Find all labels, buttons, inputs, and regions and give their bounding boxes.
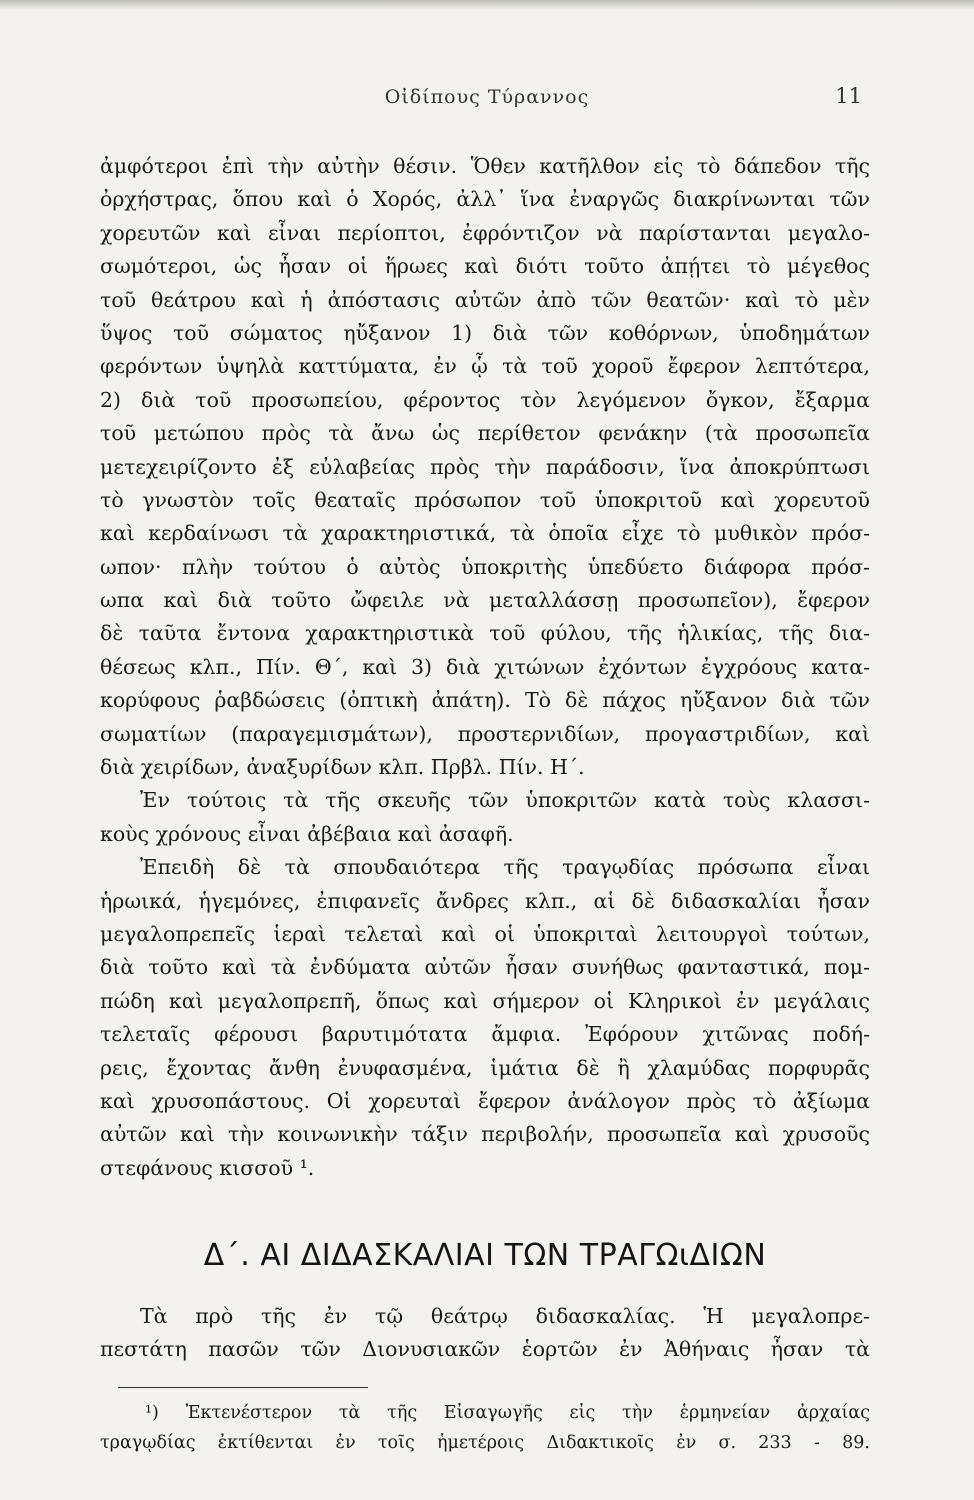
text-line: κορύφους ῥαβδώσεις (ὀπτικὴ ἀπάτη). Τὸ δὲ πάχος ηὔξανον διὰ τῶν — [100, 688, 870, 713]
text-line: πώδη καὶ μεγαλοπρεπῆ, ὅπως καὶ σήμερον οἱ Κληρικοὶ ἐν μεγάλαις — [100, 988, 870, 1013]
text-line: διὰ χειρίδων, ἀναξυρίδων κλπ. Πρβλ. Πίν. Η´. — [100, 755, 585, 780]
footnote-line: τραγῳδίας ἐκτίθενται ἐν τοῖς ἡμετέροις Διδακτικοῖς ἐν σ. 233 - 89. — [100, 1433, 870, 1453]
body-text — [100, 150, 870, 1185]
footnotes — [100, 1398, 870, 1458]
text-line: δὲ ταῦτα ἔντονα χαρακτηριστικὰ τοῦ φύλου, τῆς ἡλικίας, τῆς δια- — [100, 621, 870, 646]
text-line: καὶ κερδαίνωσι τὰ χαρακτηριστικά, τὰ ὁποῖα εἶχε τὸ μυθικὸν πρόσ- — [100, 521, 870, 546]
text-line: Ἐπειδὴ δὲ τὰ σπουδαιότερα τῆς τραγῳδίας πρόσωπα εἶναι — [140, 855, 870, 880]
text-line: αὐτῶν καὶ τὴν κοινωνικὴν τάξιν περιβολήν, προσωπεῖα καὶ χρυσοῦς — [100, 1122, 870, 1147]
text-line: χορευτῶν καὶ εἶναι περίοπτοι, ἐφρόντιζον νὰ παρίστανται μεγαλο- — [100, 220, 870, 245]
text-line: ὀρχήστρας, ὅπου καὶ ὁ Χορός, ἀλλ᾿ ἵνα ἐναργῶς διακρίνωνται τῶν — [100, 187, 870, 212]
text-line: καὶ χρυσοπάστους. Οἱ χορευταὶ ἔφερον ἀνάλογον πρὸς τὸ ἀξίωμα — [100, 1088, 870, 1113]
text-line: πεστάτη πασῶν τῶν Διονυσιακῶν ἑορτῶν ἐν Ἀθήναις ἦσαν τὰ — [100, 1337, 870, 1362]
text-line: 2) διὰ τοῦ προσωπείου, φέροντος τὸν λεγόμενον ὄγκον, ἔξαρμα — [100, 387, 870, 412]
text-line: διὰ τοῦτο καὶ τὰ ἐνδύματα αὐτῶν ἦσαν συνήθως φανταστικά, πομ- — [100, 955, 870, 980]
text-line: ρεις, ἔχοντας ἄνθη ἐνυφασμένα, ἱμάτια δὲ ἢ χλαμύδας πορφυρᾶς — [100, 1055, 870, 1080]
text-line: κοὺς χρόνους εἶναι ἀβέβαια καὶ ἀσαφῆ. — [100, 821, 514, 846]
running-title: Οἰδίπους Τύραννος — [384, 86, 590, 108]
footnote-divider — [118, 1387, 368, 1388]
section-heading: Δ´. ΑΙ ΔΙΔΑΣΚΑΛΙΑΙ ΤΩΝ ΤΡΑΓΩιΔΙΩΝ — [203, 1238, 767, 1273]
text-line: τελεταῖς φέρουσι βαρυτιμότατα ἄμφια. Ἐφόρουν χιτῶνας ποδή- — [100, 1022, 870, 1047]
text-line: ὕψος τοῦ σώματος ηὔξανον 1) διὰ τῶν κοθόρνων, ὑποδημάτων — [100, 320, 870, 345]
scan-edge — [0, 0, 974, 10]
text-line: φερόντων ὑψηλὰ καττύματα, ἐν ᾧ τὰ τοῦ χοροῦ ἔφερον λεπτότερα, — [100, 354, 870, 379]
text-line: τοῦ μετώπου πρὸς τὰ ἄνω ὡς περίθετον φενάκην (τὰ προσωπεῖα — [100, 421, 870, 446]
text-line: σωμότεροι, ὡς ἦσαν οἱ ἥρωες καὶ διότι τοῦτο ἀπῄτει τὸ μέγεθος — [100, 254, 870, 279]
text-line: Τὰ πρὸ τῆς ἐν τῷ θεάτρῳ διδασκαλίας. Ἡ μεγαλοπρε- — [140, 1304, 870, 1328]
text-line: θέσεως κλπ., Πίν. Θ´, καὶ 3) διὰ χιτώνων ἐχόντων ἐγχρόους κατα- — [100, 654, 870, 679]
running-head — [0, 86, 974, 116]
text-line: ἀμφότεροι ἐπὶ τὴν αὐτὴν θέσιν. Ὅθεν κατῆλθον εἰς τὸ δάπεδον τῆς — [100, 154, 870, 178]
text-line: μετεχειρίζοντο ἐξ εὐλαβείας πρὸς τὴν παράδοσιν, ἵνα ἀποκρύπτωσι — [100, 454, 870, 479]
text-line: σωματίων (παραγεμισμάτων), προστερνιδίων, προγαστριδίων, καὶ — [100, 721, 870, 746]
text-line: τὸ γνωστὸν τοῖς θεαταῖς πρόσωπον τοῦ ὑποκριτοῦ καὶ χορευτοῦ — [100, 487, 870, 512]
section-text — [100, 1300, 870, 1367]
text-line: ἡρωικά, ἡγεμόνες, ἐπιφανεῖς ἄνδρες κλπ., αἱ δὲ διδασκαλίαι ἦσαν — [100, 888, 870, 913]
text-line: στεφάνους κισσοῦ ¹. — [100, 1155, 315, 1180]
text-line: μεγαλοπρεπεῖς ἱεραὶ τελεταὶ καὶ οἱ ὑποκριταὶ λειτουργοὶ τούτων, — [100, 921, 870, 946]
text-line: ωπα καὶ διὰ τοῦτο ὤφειλε νὰ μεταλλάσσῃ προσωπεῖον), ἔφερον — [100, 588, 870, 613]
footnote-line: ¹) Ἐκτενέστερον τὰ τῆς Εἰσαγωγῆς εἰς τὴν ἑρμηνείαν ἀρχαίας — [145, 1403, 870, 1423]
page-number: 11 — [835, 84, 862, 108]
text-line: τοῦ θεάτρου καὶ ἡ ἀπόστασις αὐτῶν ἀπὸ τῶν θεατῶν· καὶ τὸ μὲν — [100, 287, 870, 312]
text-line: ωπον· πλὴν τούτου ὁ αὐτὸς ὑποκριτὴς ὑπεδύετο διάφορα πρόσ- — [100, 554, 870, 579]
text-line: Ἐν τούτοις τὰ τῆς σκευῆς τῶν ὑποκριτῶν κατὰ τοὺς κλασσι- — [140, 788, 870, 813]
